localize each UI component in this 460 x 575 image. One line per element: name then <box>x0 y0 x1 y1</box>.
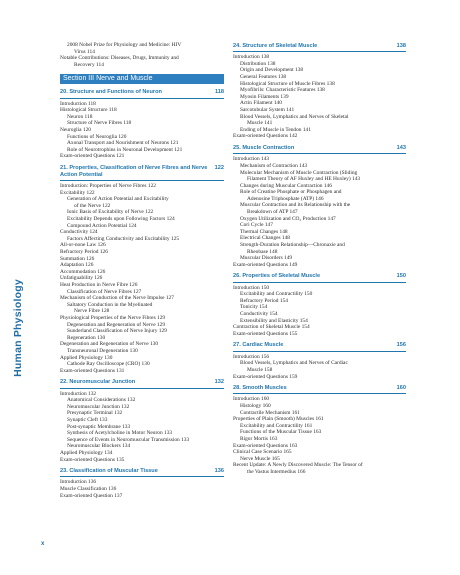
toc-entry: Cori Cycle 147 <box>240 222 273 229</box>
chapter-entries <box>233 54 406 140</box>
toc-entry: Saltatory Conduction in the Myelinated <box>67 301 153 308</box>
chapter-page: 136 <box>214 468 224 475</box>
toc-entry: Origin and Development 138 <box>240 67 304 74</box>
toc-entry: Molecular Mechanism of Muscle Contraction (Sliding <box>240 169 358 176</box>
chapter-entries <box>233 396 406 475</box>
toc-entry: Exam-oriented Questions 142 <box>233 133 298 140</box>
chapter-page: 150 <box>396 273 406 280</box>
toc-entry: Exam-oriented Questions 149 <box>233 261 298 268</box>
toc-entry: Accommodation 126 <box>60 268 106 275</box>
toc-entry: Rigor Mortis 163 <box>240 435 278 442</box>
toc-entry: Nerve Muscle 165 <box>240 455 280 462</box>
toc-entry: Heat Production in Nerve Fibre 126 <box>60 282 138 289</box>
toc-entry: Cathode Ray Oscilloscope (CRO) 130 <box>67 361 150 368</box>
toc-entry: Introduction 138 <box>233 54 270 61</box>
toc-entry: Muscular Disorders 149 <box>240 255 293 262</box>
chapter-page: 156 <box>396 342 406 349</box>
toc-entry: Excitability and Contractility 161 <box>240 422 313 429</box>
toc-entry: Exam-oriented Questions 121 <box>60 153 125 160</box>
toc-entry: Muscle Classification 136 <box>60 486 117 493</box>
toc-entry: Role of Creatine Phosphate or Phosphagen and <box>240 189 342 196</box>
toc-entry: Functions of Neuroglia 120 <box>67 133 127 140</box>
chapter-page: 122 <box>214 165 224 172</box>
toc-entry: Rheobase 148 <box>247 248 278 255</box>
toc-entry: Excitability Depends upon Following Factors 124 <box>67 216 175 223</box>
toc-entry: Notable Contributions: Diseases, Drugs, Immunity and <box>60 55 179 62</box>
toc-entry: Regeneration 130 <box>67 334 106 341</box>
toc-entry: All-or-none Law 126 <box>60 242 106 249</box>
toc-entry: Blood Vessels, Lymphatics and Nerves of Cardiac <box>240 360 348 367</box>
toc-entry: Clinical Case Scenario 165 <box>233 449 292 456</box>
chapter-block <box>60 379 224 463</box>
chapter-title: 27. Cardiac Muscle <box>233 342 284 349</box>
toc-entry: Generation of Action Potential and Excitability <box>67 196 169 203</box>
chapter-title: 25. Muscle Contraction <box>233 145 295 152</box>
chapter-title: 24. Structure of Skeletal Muscle <box>233 43 318 49</box>
toc-entry: Conductivity 154 <box>240 311 278 318</box>
toc-entry: Excitability 122 <box>60 189 95 196</box>
toc-entry: Muscle 141 <box>247 120 273 127</box>
toc-entry: Introduction 160 <box>233 396 270 403</box>
toc-entry: Muscular Contraction and its Relationship with the <box>240 202 351 209</box>
toc-entry: Transneuronal Degeneration 130 <box>67 347 138 354</box>
toc-entry: Muscle 158 <box>247 366 273 373</box>
toc-entry: Introduction 156 <box>233 353 270 360</box>
toc-entry: Introduction: Properties of Nerve Fibres 122 <box>60 183 156 190</box>
toc-entry: Refractory Period 154 <box>240 297 288 304</box>
toc-entry: Adenosine Triphosphate (ATP) 146 <box>247 195 324 202</box>
chapter-entries <box>60 479 224 499</box>
toc-entry: Sarcotubular System 141 <box>240 107 295 114</box>
toc-entry: Oxygen Utilization and CO₂ Production 147 <box>240 215 336 222</box>
toc-entry: Structure of Nerve Fibres 118 <box>67 120 132 127</box>
toc-entry: Myofibrils: Characteristic Features 138 <box>240 87 325 94</box>
toc-entry: Introduction 118 <box>60 100 96 107</box>
toc-entry: Exam-oriented Questions 135 <box>60 456 125 463</box>
chapter-page: 143 <box>396 145 406 152</box>
chapter-block <box>60 89 224 160</box>
chapter-page: 138 <box>396 43 406 49</box>
toc-entry: Mechanism of Conduction of the Nerve Impulse 127 <box>60 295 174 302</box>
toc-entry: Physiological Properties of the Nerve Fibres 129 <box>60 314 166 321</box>
toc-entry: Axonal Transport and Nourishment of Neurons 121 <box>67 140 179 147</box>
chapter-heading[interactable] <box>233 342 406 351</box>
chapter-heading[interactable] <box>60 89 224 98</box>
chapter-page: 160 <box>396 385 406 392</box>
toc-entry: Histological Structure 118 <box>60 107 117 114</box>
page-number: x <box>41 541 45 547</box>
chapter-title: 22. Neuromuscular Junction <box>60 379 136 386</box>
toc-right-chapters <box>233 43 406 476</box>
toc-entry: Exam-oriented Questions 155 <box>233 330 298 337</box>
toc-entry: Contraction of Skeletal Muscle 154 <box>233 324 310 331</box>
toc-entry: Introduction 150 <box>233 284 270 291</box>
chapter-block <box>233 342 406 380</box>
toc-entry: Recent Update: A Newly Discovered Muscle: The Tensor of <box>233 462 363 469</box>
toc-entry: Histological Structure of Muscle Fibres 138 <box>240 80 335 87</box>
toc-entry: Virus 114 <box>74 48 95 55</box>
toc-entry: Conductivity 124 <box>60 229 98 236</box>
chapter-heading[interactable] <box>233 385 406 394</box>
chapter-heading[interactable] <box>60 165 224 181</box>
chapter-block <box>233 43 406 140</box>
chapter-entries <box>233 285 406 338</box>
chapter-block <box>60 468 224 499</box>
toc-entry: Degeneration and Regeneration of Nerve 130 <box>60 341 159 348</box>
toc-entry: Synaptic Cleft 133 <box>67 417 108 423</box>
toc-entry: Contractile Mechanism 161 <box>240 409 300 416</box>
toc-entry: Post-synaptic Membrane 133 <box>67 423 131 430</box>
chapter-entries <box>60 391 224 464</box>
toc-entry: Unfatiguability 126 <box>60 275 103 282</box>
toc-entry: Adaptation 126 <box>60 262 94 269</box>
toc-entry: Exam-oriented Questions 131 <box>60 367 125 374</box>
chapter-heading[interactable] <box>233 145 406 154</box>
chapter-page: 132 <box>214 379 224 386</box>
toc-entry: Factors Affecting Conductivity and Excitability 125 <box>67 235 180 242</box>
toc-entry: Summation 126 <box>60 255 95 262</box>
toc-entry: Exam-oriented Questions 159 <box>233 373 298 380</box>
toc-entry: Filament Theory of AF Huxley and HE Huxley) 143 <box>247 176 361 183</box>
toc-entry: Nerve Fibre 128 <box>74 308 110 315</box>
toc-entry: Degeneration and Regeneration of Nerve 129 <box>67 321 166 328</box>
toc-entry: Extensibility and Elasticity 154 <box>240 317 308 324</box>
chapter-entries <box>233 156 406 268</box>
toc-entry: Changes during Muscular Contraction 146 <box>240 182 332 189</box>
chapter-title: 23. Classification of Muscular Tissue <box>60 468 158 475</box>
toc-entry: Refractory Period 126 <box>60 249 108 256</box>
toc-entry: 2008 Nobel Prize for Physiology and Medicine: HIV <box>67 42 182 48</box>
chapter-heading[interactable] <box>233 273 406 282</box>
toc-entry: Thermal Changes 148 <box>240 228 288 235</box>
toc-entry: Distribution 138 <box>240 60 276 67</box>
toc-entry: Applied Physiology 130 <box>60 354 113 361</box>
chapter-title: 26. Properties of Skeletal Muscle <box>233 273 321 280</box>
toc-entry: Neuromuscular Junction 132 <box>67 403 130 410</box>
toc-entry: Myosin Filaments 139 <box>240 93 289 100</box>
toc-entry: Exam-oriented Questions 163 <box>233 442 298 449</box>
chapter-page: 118 <box>214 89 224 96</box>
chapter-heading[interactable] <box>60 379 224 388</box>
toc-entry: Histology 160 <box>240 403 271 410</box>
toc-entry: the Vastus Intermedius 166 <box>247 468 306 475</box>
toc-entry: Properties of Plain (Smooth) Muscles 161 <box>233 416 324 423</box>
toc-entry: Applied Physiology 134 <box>60 449 113 456</box>
chapter-entries <box>60 183 224 374</box>
toc-entry: General Features 138 <box>240 74 287 81</box>
toc-entry: Breakdown of ATP 147 <box>247 209 298 216</box>
toc-entry: Recovery 114 <box>74 61 104 68</box>
toc-entry: Excitability and Contractility 150 <box>240 291 313 298</box>
toc-entry: Anatomical Considerations 132 <box>67 397 136 404</box>
book-side-title: Human Physiology <box>12 279 24 377</box>
toc-entry: of the Nerve 122 <box>74 202 111 209</box>
toc-entry: Ionic Basis of Excitability of Nerve 122 <box>67 209 154 216</box>
toc-entry: Actin Filament 140 <box>240 100 282 107</box>
toc-entry: Strength-Duration Relationship—Chronaxie and <box>240 242 345 249</box>
toc-entry: Functions of the Muscular Tissue 163 <box>240 429 322 436</box>
chapter-title: 20. Structure and Functions of Neuron <box>60 89 162 96</box>
chapter-block <box>233 385 406 475</box>
chapter-entries <box>233 354 406 380</box>
chapter-block <box>233 145 406 268</box>
toc-left-column <box>60 42 224 499</box>
toc-entry: Mechanism of Contraction 143 <box>240 162 308 169</box>
toc-entry: Introduction 136 <box>60 479 97 486</box>
toc-entry: Neuromuscular Blockers 134 <box>67 443 131 450</box>
toc-entry: Sunderland Classification of Nerve Injury 129 <box>67 328 167 335</box>
chapter-block <box>60 165 224 374</box>
toc-entry: Exam-oriented Question 137 <box>60 492 123 499</box>
toc-entry: Ending of Muscle in Tendon 141 <box>240 126 311 133</box>
toc-entry: Sequence of Events in Neuromuscular Transmission 133 <box>67 436 190 443</box>
toc-entry: Introduction 132 <box>60 390 97 397</box>
toc-continued-lines <box>60 42 224 68</box>
toc-entry: Role of Neurotrophins in Neuronal Development 121 <box>67 146 183 153</box>
chapter-heading[interactable] <box>60 468 224 477</box>
toc-entry: Compound Action Potential 124 <box>67 222 137 229</box>
chapter-heading[interactable] <box>233 43 406 52</box>
chapter-title: 21. Properties, Classification of Nerve Fibres and Nerve Action Potential <box>60 165 208 178</box>
toc-entry: Blood Vessels, Lymphatics and Nerves of Skeletal <box>240 113 349 120</box>
toc-entry: Introduction 143 <box>233 156 270 163</box>
toc-entry: Synthesis of Acetylcholine in Motor Neuron 133 <box>67 430 173 437</box>
toc-entry: Tonicity 154 <box>240 304 268 311</box>
toc-entry: Presynaptic Terminal 132 <box>67 410 123 417</box>
chapter-entries <box>60 101 224 160</box>
toc-entry: Neuron 118 <box>67 113 93 120</box>
section-header: Section III Nerve and Muscle <box>60 74 224 84</box>
toc-entry: Classification of Nerve Fibres 127 <box>67 288 142 295</box>
toc-left-chapters <box>60 89 224 499</box>
toc-entry: Neuroglia 120 <box>60 127 91 134</box>
chapter-block <box>233 273 406 337</box>
toc-right-column <box>233 38 406 476</box>
toc-entry: Electrical Changes 148 <box>240 235 290 242</box>
chapter-title: 28. Smooth Muscles <box>233 385 287 392</box>
